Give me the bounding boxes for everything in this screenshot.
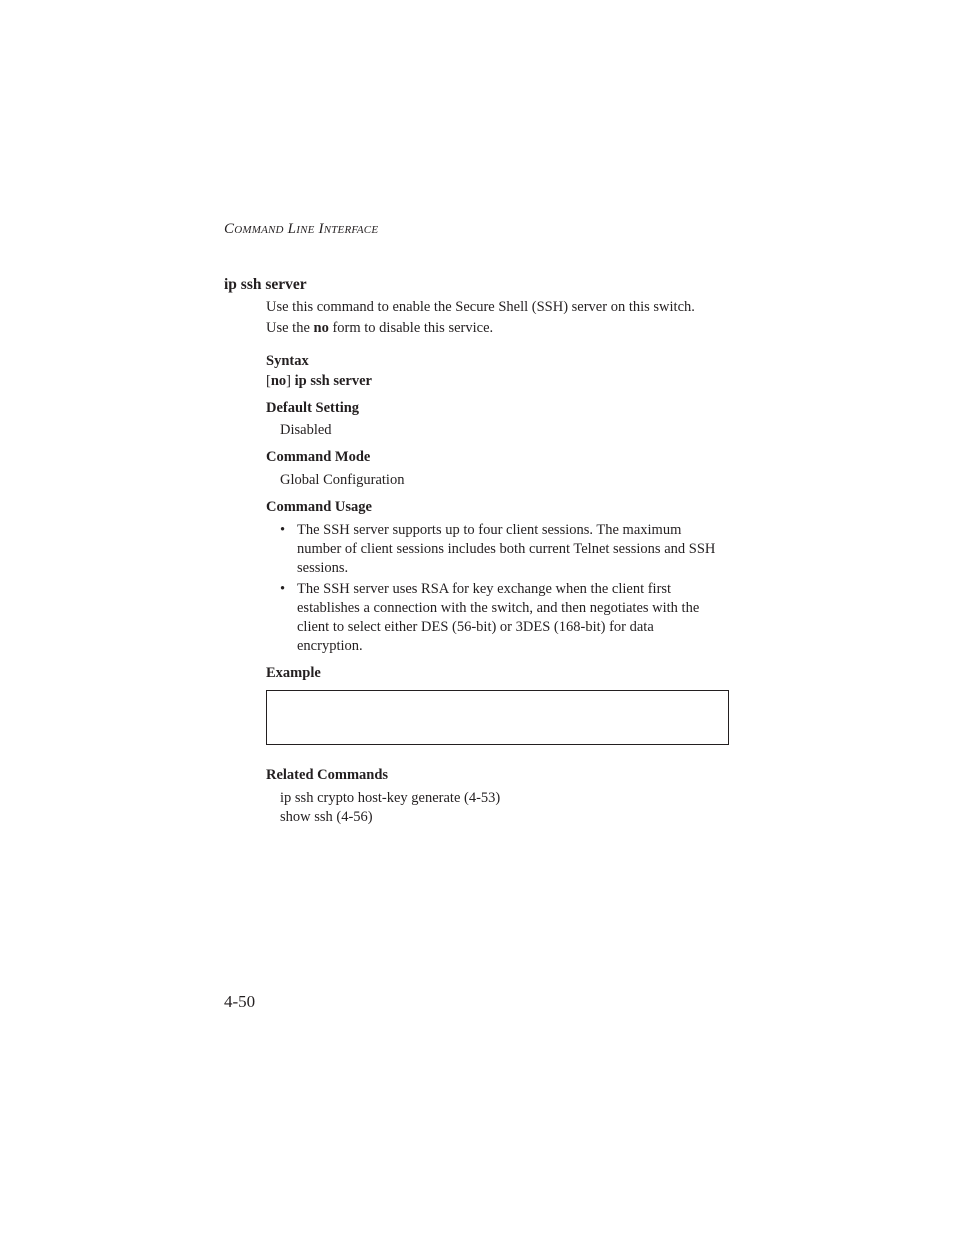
running-head-nterface: NTERFACE <box>323 224 379 236</box>
syntax-open-bracket: [ <box>266 373 271 389</box>
command-description-line2 <box>266 319 493 338</box>
description-post: form to disable this service. <box>328 320 494 336</box>
command-title: ip ssh server <box>224 276 307 293</box>
page-number: 4-50 <box>224 992 256 1011</box>
running-head-l: L <box>287 221 297 237</box>
default-setting-value: Disabled <box>280 422 332 438</box>
running-head-i: I <box>318 221 324 237</box>
example-heading: Example <box>266 665 321 681</box>
syntax-line <box>266 372 372 391</box>
command-description-line1: Use this command to enable the Secure Shell (SSH) server on this switch. <box>266 299 695 315</box>
related-command-item: ip ssh crypto host-key generate (4-53) <box>280 790 501 806</box>
usage-item-text: The SSH server uses RSA for key exchange when the client first establishes a connection with the switch, and then negotiates with the client to select either DES (56-bit) or 3DES (168-bit) for data encryption. <box>297 581 700 654</box>
list-item <box>280 521 727 578</box>
running-head-ommand: OMMAND <box>234 224 284 236</box>
command-usage-list <box>280 521 740 656</box>
description-pre: Use the <box>266 320 314 336</box>
usage-item-text: The SSH server supports up to four client sessions. The maximum number of client sessions includes both current Telnet sessions and SSH sessions. <box>297 522 716 576</box>
related-command-item: show ssh (4-56) <box>280 809 373 825</box>
syntax-close-bracket: ] <box>286 373 295 389</box>
related-commands-heading: Related Commands <box>266 767 389 783</box>
bullet-glyph: • <box>280 522 286 538</box>
command-mode-heading: Command Mode <box>266 449 371 465</box>
running-head-c: C <box>224 221 235 237</box>
default-setting-heading: Default Setting <box>266 400 360 416</box>
example-code-box <box>266 690 729 745</box>
running-head <box>224 221 378 238</box>
command-mode-value: Global Configuration <box>280 472 405 488</box>
running-head-ine: INE <box>296 224 315 236</box>
syntax-heading: Syntax <box>266 353 309 369</box>
bullet-glyph: • <box>280 581 286 597</box>
command-usage-heading: Command Usage <box>266 499 372 515</box>
description-no-keyword: no <box>313 320 329 336</box>
list-item <box>280 580 722 656</box>
syntax-no-keyword: no <box>270 373 287 389</box>
syntax-command: ip ssh server <box>294 373 372 389</box>
